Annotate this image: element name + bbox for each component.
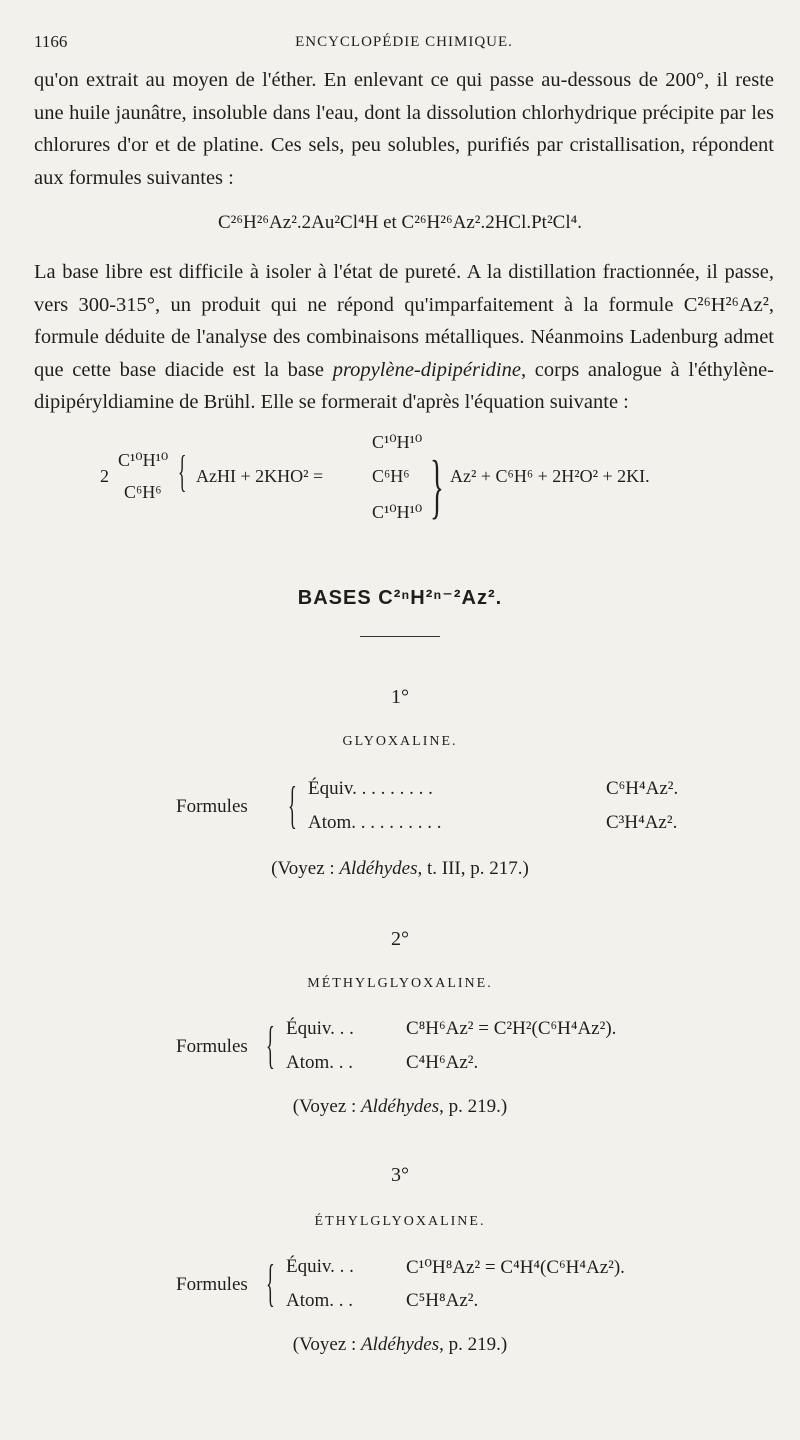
ref-suffix: , p. 219.) — [439, 1096, 508, 1117]
running-title: ENCYCLOPÉDIE CHIMIQUE. — [295, 34, 513, 50]
section-rule — [360, 636, 440, 637]
eq-right-middle: C⁶H⁶ — [372, 466, 410, 486]
formules-brace: { — [266, 1017, 275, 1074]
ref-italic: Aldéhydes — [339, 858, 418, 879]
ref-prefix: (Voyez : — [271, 858, 340, 879]
ref-italic: Aldéhydes — [361, 1334, 440, 1355]
reaction-equation — [100, 432, 740, 542]
compound-3-name: ÉTHYLGLYOXALINE. — [314, 1214, 486, 1229]
compound-1-number: 1° — [391, 686, 409, 708]
compound-2-number: 2° — [391, 928, 409, 950]
compound-2-reference — [0, 1096, 800, 1118]
compound-3-number: 3° — [391, 1164, 409, 1186]
compound-2-name: MÉTHYLGLYOXALINE. — [307, 976, 493, 991]
paragraph-2-text-b: , corps analogue à l'éthylène-dipipéryldiamine de Brühl. Elle se formerait d'après l'équation suivante : — [34, 358, 774, 413]
eq-left-bottom: C⁶H⁶ — [124, 482, 162, 502]
compound-2-formulas — [176, 1016, 736, 1086]
ref-italic: Aldéhydes — [361, 1096, 440, 1117]
eq-left-brace: { — [178, 447, 187, 496]
running-head — [34, 32, 774, 54]
page-number: 1166 — [34, 32, 68, 51]
formules-brace: { — [266, 1255, 275, 1312]
eq-right-bottom: C¹⁰H¹⁰ — [372, 502, 423, 522]
paragraph-2-text-a: La base libre est difficile à isoler à l'état de pureté. A la distillation fractionnée, il passe, vers 300-315°, un produit qui ne répond qu'imparfaitement à la formule C²⁶H²⁶Az², formule déduite de l'analyse des combinaisons métalliques. Néanmoins Ladenburg admet que cette base diacide est la base — [34, 261, 774, 381]
equiv-formula: C¹⁰H⁸Az² = C⁴H⁴(C⁶H⁴Az²). — [406, 1257, 625, 1278]
equiv-formula: C⁸H⁶Az² = C²H²(C⁶H⁴Az²). — [406, 1018, 617, 1039]
section-title: BASES C²ⁿH²ⁿ⁻²Az². — [297, 587, 503, 609]
compound-3-reference — [0, 1334, 800, 1356]
formules-label: Formules — [176, 796, 248, 817]
paragraph-1-text: qu'on extrait au moyen de l'éther. En enlevant ce qui passe au-dessous de 200°, il reste une huile jaunâtre, insoluble dans l'eau, dont la dissolution chlorhydrique précipite par les chlorures d'or et de platine. Ces sels, peu solubles, purifiés par cristallisation, répondent aux formules suivantes : — [34, 69, 774, 189]
compound-1-formulas — [176, 776, 736, 846]
compound-3-formulas — [176, 1254, 736, 1324]
paragraph-1 — [34, 64, 774, 194]
eq-right-top: C¹⁰H¹⁰ — [372, 432, 423, 452]
ref-suffix: , p. 219.) — [439, 1334, 508, 1355]
eq-right-rest: Az² + C⁶H⁶ + 2H²O² + 2KI. — [450, 466, 650, 486]
equiv-label: Équiv. . . . . . . . . — [308, 778, 433, 799]
equiv-label: Équiv. . . — [286, 1256, 354, 1277]
paragraph-2-italic: propylène-dipipéridine — [332, 358, 521, 381]
ref-suffix: , t. III, p. 217.) — [417, 858, 529, 879]
salt-formulas: C²⁶H²⁶Az².2Au²Cl⁴H et C²⁶H²⁶Az².2HCl.Pt²Cl⁴. — [218, 212, 582, 233]
eq-left-top: C¹⁰H¹⁰ — [118, 450, 169, 470]
equiv-label: Équiv. . . — [286, 1018, 354, 1039]
atom-formula: C³H⁴Az². — [606, 812, 678, 833]
eq-right-brace: } — [430, 446, 444, 526]
formules-brace: { — [288, 777, 297, 834]
formules-label: Formules — [176, 1274, 248, 1295]
atom-label: Atom. . . — [286, 1052, 354, 1073]
ref-prefix: (Voyez : — [292, 1334, 362, 1355]
equiv-formula: C⁶H⁴Az². — [606, 778, 679, 799]
eq-left-rest: AzHI + 2KHO² = — [196, 466, 324, 486]
eq-coefficient: 2 — [100, 466, 109, 486]
atom-label: Atom. . . — [286, 1290, 354, 1311]
atom-label: Atom. . . . . . . . . . — [308, 812, 442, 833]
compound-1-name: GLYOXALINE. — [342, 734, 458, 749]
paragraph-2 — [34, 256, 774, 419]
atom-formula: C⁵H⁸Az². — [406, 1290, 479, 1311]
ref-prefix: (Voyez : — [292, 1096, 362, 1117]
atom-formula: C⁴H⁶Az². — [406, 1052, 479, 1073]
compound-1-reference — [0, 858, 800, 880]
formules-label: Formules — [176, 1036, 248, 1057]
